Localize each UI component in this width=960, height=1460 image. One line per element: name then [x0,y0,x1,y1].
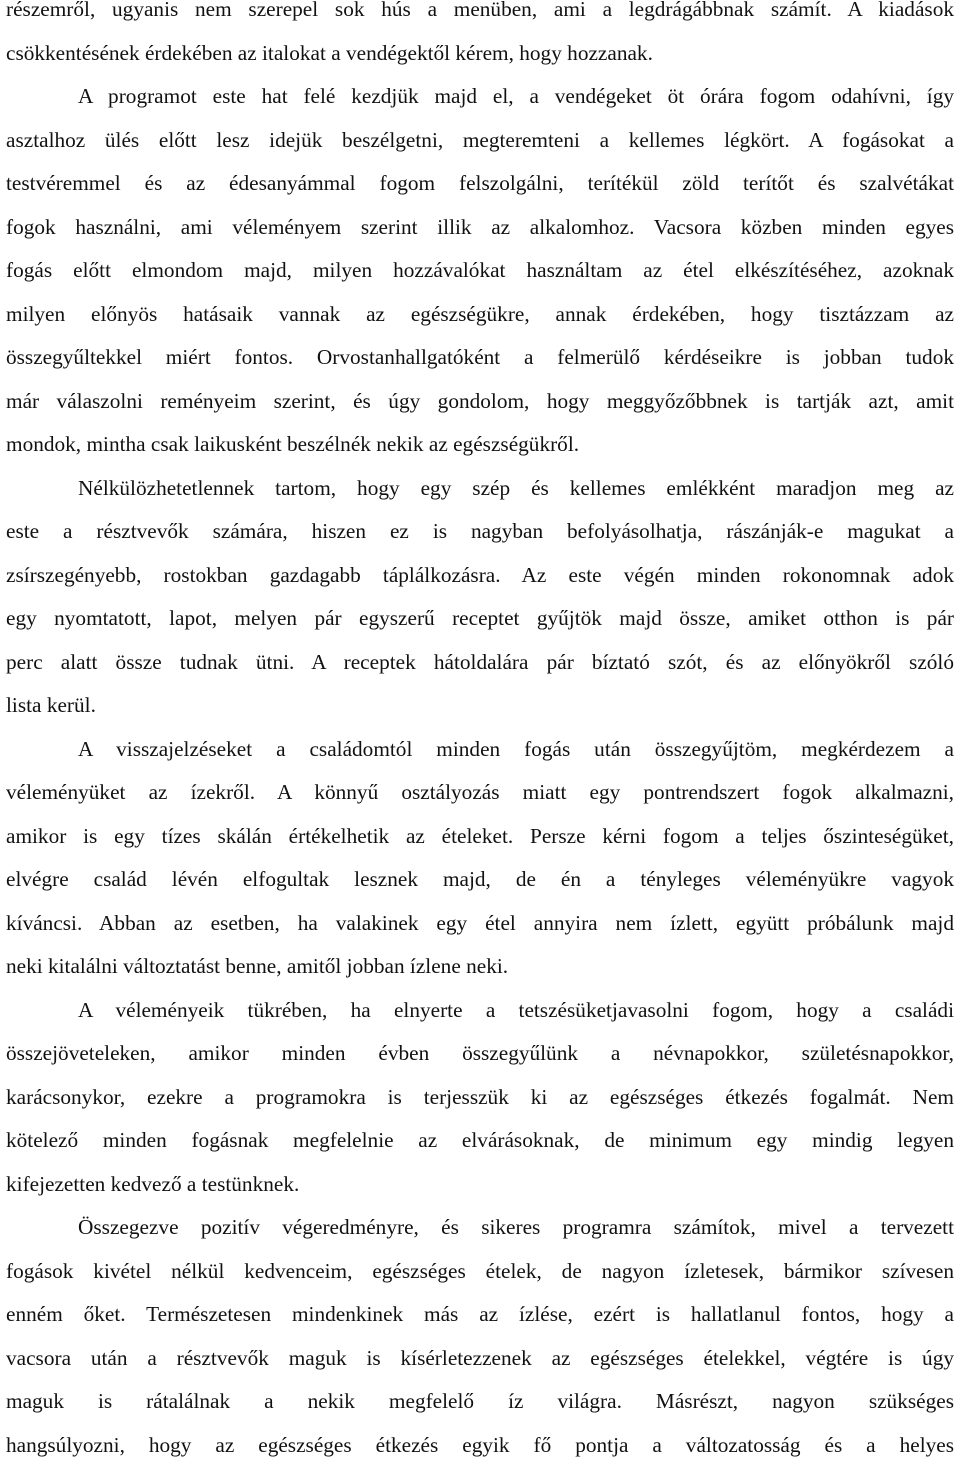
paragraph [0,1206,960,1460]
text-line: összegyűltekkel miért fontos. Orvostanhallgatóként a felmerülő kérdéseikre is jobban tudok [6,345,954,369]
text-line: kötelező minden fogásnak megfelelnie az elvárásoknak, de minimum egy mindig legyen [6,1128,954,1152]
text-line: asztalhoz ülés előtt lesz idejük beszélgetni, megteremteni a kellemes légkört. A fogásokat a [6,127,954,152]
text-line: neki kitalálni változtatást benne, amitől jobban ízlene neki. [6,954,509,978]
text-line: milyen előnyös hatásaik vannak az egészségükre, annak érdekében, hogy tisztázzam az [6,301,954,326]
text-line: amikor is egy tízes skálán értékelhetik az ételeket. Persze kérni fogom a teljes őszinteségüket, [6,823,954,848]
text-line: fogok használni, ami véleményem szerint illik az alkalomhoz. Vacsora közben minden egyes [6,214,954,239]
text-line: A véleményeik tükrében, ha elnyerte a tetszésüketjavasolni fogom, hogy a családi [78,997,954,1022]
text-line: testvéremmel és az édesanyámmal fogom felszolgálni, terítékül zöld terítőt és szalvétákat [6,171,954,195]
text-line: perc alatt össze tudnak ütni. A receptek hátoldalára pár bíztató szót, és az előnyökről szóló [6,649,954,674]
text-line: kíváncsi. Abban az esetben, ha valakinek egy étel annyira nem ízlett, együtt próbálunk majd [6,910,954,935]
text-line: maguk is rátalálnak a nekik megfelelő íz világra. Másrészt, nagyon szükséges [6,1389,954,1413]
text-line: egy nyomtatott, lapot, melyen pár egyszerű receptet gyűjtök majd össze, amiket otthon is pár [6,606,954,630]
text-line: elvégre család lévén elfogultak lesznek majd, de én a tényleges véleményükre vagyok [6,867,954,891]
text-line: karácsonykor, ezekre a programokra is terjesszük ki az egészséges étkezés fogalmát. Nem [6,1084,954,1109]
text-line: enném őket. Természetesen mindenkinek más az ízlése, ezért is hallatlanul fontos, hogy a [6,1302,954,1326]
text-line: fogás előtt elmondom majd, milyen hozzávalókat használtam az étel elkészítéséhez, azoknak [6,258,954,282]
text-line: A programot este hat felé kezdjük majd el, a vendégeket öt órára fogom odahívni, így [78,84,954,108]
text-line: csökkentésének érdekében az italokat a vendégektől kérem, hogy hozzanak. [6,40,653,65]
text-line: mondok, mintha csak laikusként beszélnék nekik az egészségükről. [6,432,580,456]
text-line: hangsúlyozni, hogy az egészséges étkezés egyik fő pontja a változatosság és a helyes [6,1432,954,1457]
text-line: összejöveteleken, amikor minden évben összegyűlünk a névnapokkor, születésnapokkor, [6,1041,954,1065]
text-line: fogások kivétel nélkül kedvenceim, egészséges ételek, de nagyon ízletesek, bármikor szívesen [6,1258,954,1283]
text-line: zsírszegényebb, rostokban gazdagabb táplálkozásra. Az este végén minden rokonomnak adok [6,562,954,587]
text-line: este a résztvevők számára, hiszen ez is nagyban befolyásolhatja, rászánják-e magukat a [6,519,954,543]
text-line: lista kerül. [6,693,96,717]
paragraph [0,728,960,989]
text-line: kifejezetten kedvező a testünknek. [6,1171,300,1196]
text-line: vacsora után a résztvevők maguk is kísérletezzenek az egészséges ételekkel, végtére is úgy [6,1345,954,1370]
text-line: Nélkülözhetetlennek tartom, hogy egy szép és kellemes emlékként maradjon meg az [78,475,954,500]
paragraph [0,989,960,1207]
text-line: részemről, ugyanis nem szerepel sok hús a menüben, ami a legdrágábbnak számít. A kiadások [6,0,954,21]
text-line: Összegezve pozitív végeredményre, és sikeres programra számítok, mivel a tervezett [78,1215,954,1239]
paragraph [0,75,960,467]
text-line: véleményüket az ízekről. A könnyű osztályozás miatt egy pontrendszert fogok alkalmazni, [6,780,954,804]
paragraph [0,0,960,75]
text-line: A visszajelzéseket a családomtól minden fogás után összegyűjtöm, megkérdezem a [78,736,954,761]
paragraph [0,467,960,728]
text-line: már válaszolni reményeim szerint, és úgy gondolom, hogy meggyőzőbbnek is tartják azt, amit [6,388,954,413]
